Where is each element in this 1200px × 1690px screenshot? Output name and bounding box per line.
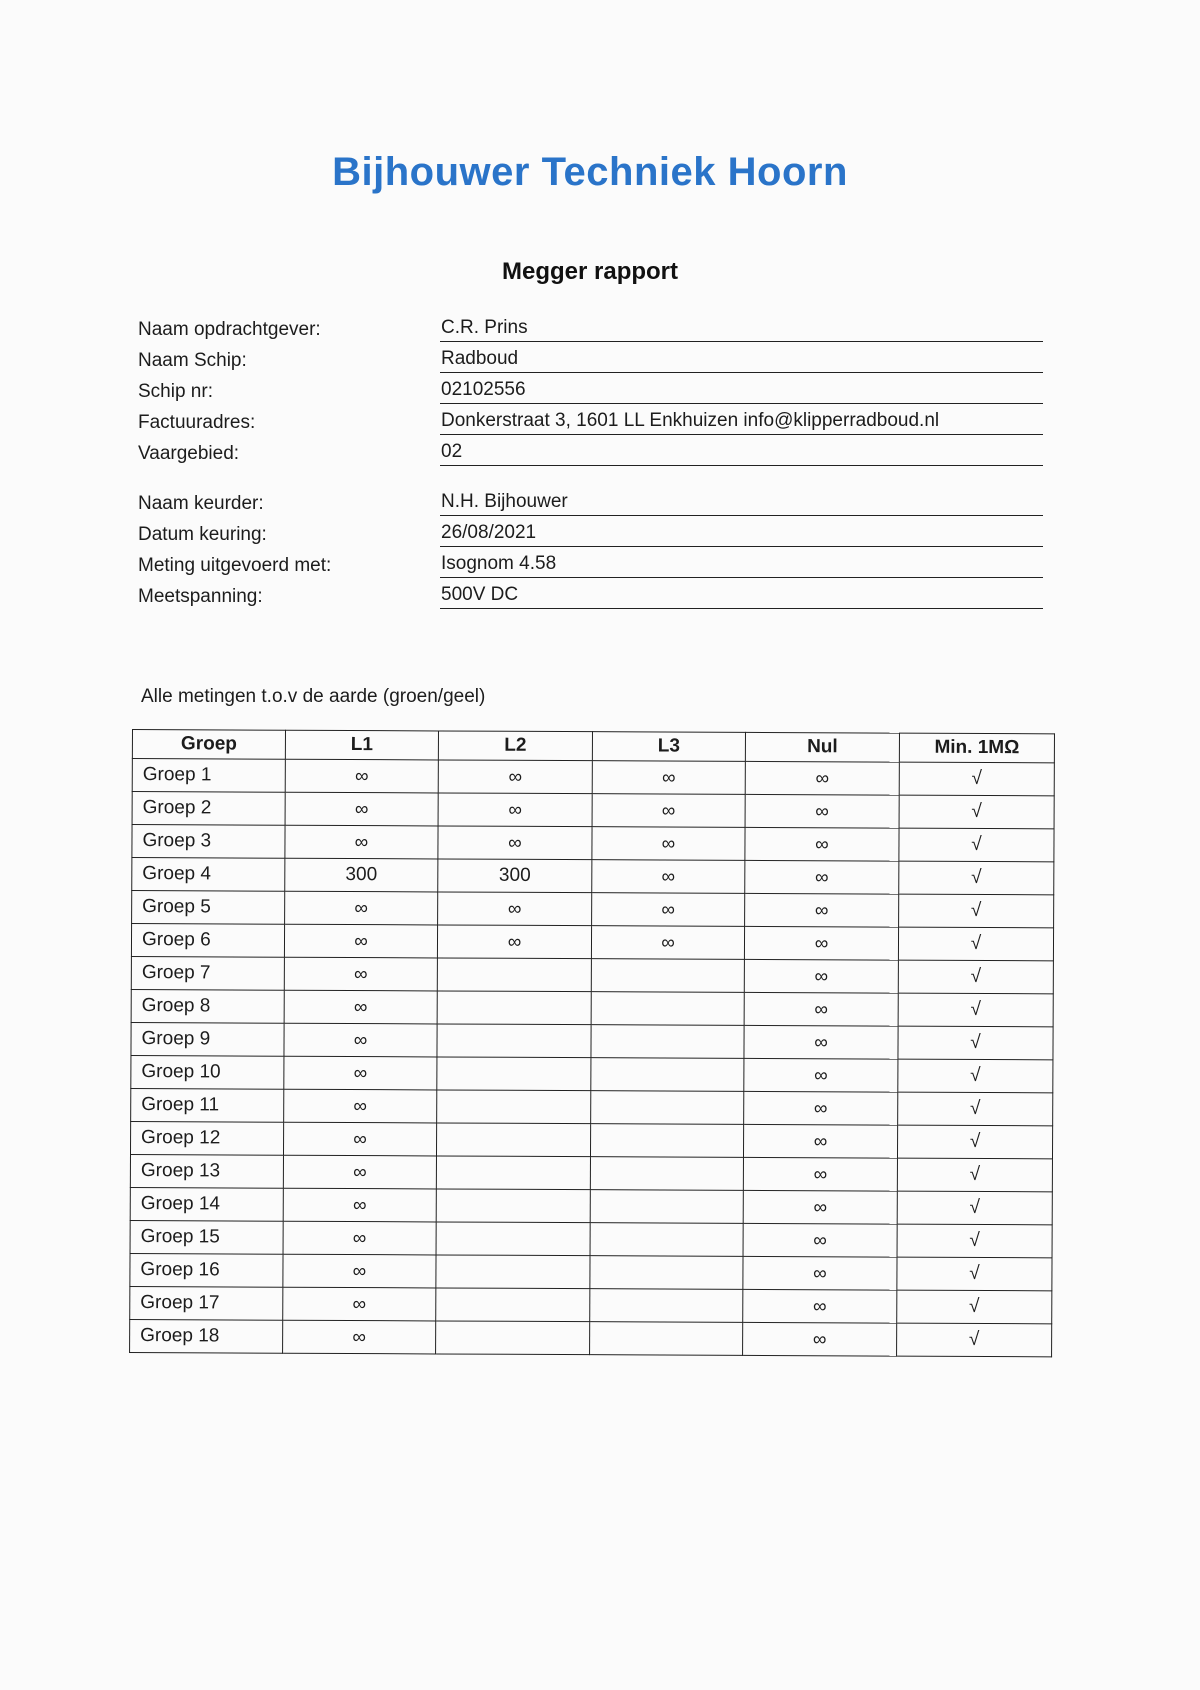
- group-name-cell: Groep 1: [132, 759, 285, 793]
- column-header: L1: [285, 730, 438, 760]
- measurement-table: [129, 729, 1055, 1357]
- measurement-cell: ∞: [284, 1023, 437, 1057]
- measurement-cell: ∞: [743, 1322, 897, 1356]
- measurement-cell: ∞: [745, 794, 899, 828]
- table-row: [130, 1154, 1052, 1191]
- measurement-cell: √: [899, 861, 1054, 895]
- measurement-cell: ∞: [283, 1320, 436, 1354]
- group-name-cell: Groep 16: [130, 1253, 283, 1287]
- measurement-cell: ∞: [591, 926, 744, 960]
- info-label: Schip nr:: [138, 381, 213, 402]
- client-info-block: [138, 315, 1043, 470]
- measurement-cell: √: [899, 828, 1054, 862]
- measurement-cell: [437, 1057, 591, 1091]
- measurement-cell: [590, 1289, 743, 1323]
- info-row: [138, 346, 1043, 377]
- measurement-cell: [437, 991, 591, 1025]
- column-header: Nul: [745, 732, 899, 762]
- measurement-cell: ∞: [437, 925, 591, 959]
- measurement-cell: ∞: [285, 891, 438, 925]
- measurement-cell: ∞: [283, 1254, 436, 1288]
- measurement-cell: ∞: [438, 793, 592, 827]
- table-body: [130, 759, 1055, 1357]
- measurement-cell: [591, 992, 744, 1026]
- info-label: Meetspanning:: [138, 586, 263, 607]
- measurement-cell: 300: [438, 859, 592, 893]
- group-name-cell: Groep 18: [130, 1319, 283, 1353]
- info-value: 500V DC: [440, 584, 1043, 609]
- measurement-cell: √: [898, 960, 1053, 994]
- group-name-cell: Groep 7: [131, 956, 284, 990]
- group-name-cell: Groep 5: [132, 891, 285, 925]
- measurement-cell: ∞: [592, 827, 745, 861]
- measurement-cell: ∞: [592, 860, 745, 894]
- measurement-cell: [437, 1024, 591, 1058]
- column-header: Groep: [132, 730, 285, 760]
- measurement-cell: [590, 1124, 743, 1158]
- table-row: [130, 1319, 1052, 1356]
- group-name-cell: Groep 6: [131, 924, 284, 958]
- measurement-cell: √: [898, 1026, 1053, 1060]
- measurement-cell: ∞: [592, 761, 745, 795]
- measurement-cell: [437, 958, 591, 992]
- info-row: [138, 408, 1043, 439]
- measurement-cell: ∞: [743, 1256, 897, 1290]
- group-name-cell: Groep 12: [130, 1121, 283, 1155]
- table-row: [131, 1055, 1053, 1092]
- measurement-cell: ∞: [745, 860, 899, 894]
- measurement-cell: ∞: [438, 760, 592, 794]
- table-row: [130, 1286, 1052, 1323]
- measurement-cell: ∞: [743, 1157, 897, 1191]
- measurement-cell: ∞: [743, 1223, 897, 1257]
- company-name: Bijhouwer Techniek Hoorn: [332, 150, 848, 194]
- measurement-cell: √: [898, 993, 1053, 1027]
- measurement-cell: ∞: [744, 992, 898, 1026]
- measurement-cell: [591, 1091, 744, 1125]
- measurement-cell: [590, 1322, 743, 1356]
- measurement-cell: √: [898, 1059, 1053, 1093]
- report-title: Megger rapport: [501, 258, 678, 285]
- measurement-cell: ∞: [284, 957, 437, 991]
- info-row: [138, 551, 1043, 582]
- measurement-cell: [436, 1255, 590, 1289]
- group-name-cell: Groep 15: [130, 1220, 283, 1254]
- measurement-cell: √: [899, 762, 1054, 796]
- info-row: [138, 377, 1043, 408]
- inspection-info-block: [138, 489, 1043, 613]
- measurement-cell: [590, 1223, 743, 1257]
- info-row: [138, 582, 1043, 613]
- info-row: [138, 439, 1043, 470]
- measurement-cell: √: [897, 1323, 1052, 1357]
- measurement-cell: ∞: [283, 1221, 436, 1255]
- measurement-cell: √: [897, 1257, 1052, 1291]
- measurement-cell: ∞: [284, 924, 437, 958]
- info-row: [138, 315, 1043, 346]
- measurement-cell: √: [898, 927, 1053, 961]
- measurement-cell: ∞: [592, 794, 745, 828]
- measurement-cell: √: [897, 1158, 1052, 1192]
- table-row: [130, 1253, 1052, 1290]
- measurement-cell: [436, 1156, 590, 1190]
- measurement-cell: 300: [285, 858, 438, 892]
- info-label: Vaargebied:: [138, 443, 240, 464]
- measurement-cell: ∞: [438, 826, 592, 860]
- measurement-cell: √: [897, 1125, 1052, 1159]
- measurement-cell: [591, 1025, 744, 1059]
- group-name-cell: Groep 3: [132, 825, 285, 859]
- table-row: [132, 792, 1054, 829]
- table-row: [132, 759, 1054, 796]
- column-header: L3: [592, 732, 745, 762]
- group-name-cell: Groep 11: [131, 1088, 284, 1122]
- table-header-row: [132, 730, 1054, 763]
- measurement-cell: [436, 1189, 590, 1223]
- measurement-cell: ∞: [744, 959, 898, 993]
- measurement-cell: ∞: [438, 892, 592, 926]
- measurement-cell: ∞: [284, 1056, 437, 1090]
- measurement-cell: ∞: [743, 1124, 897, 1158]
- info-label: Naam Schip:: [138, 350, 247, 371]
- table-row: [131, 956, 1053, 993]
- group-name-cell: Groep 13: [130, 1154, 283, 1188]
- info-value: Donkerstraat 3, 1601 LL Enkhuizen info@klipperradboud.nl: [440, 410, 1043, 435]
- info-value: C.R. Prins: [440, 317, 1043, 342]
- table-row: [131, 1022, 1053, 1059]
- info-value: N.H. Bijhouwer: [440, 491, 1043, 516]
- table-row: [130, 1187, 1052, 1224]
- measurement-cell: ∞: [743, 1190, 897, 1224]
- measurement-cell: [591, 1058, 744, 1092]
- group-name-cell: Groep 9: [131, 1022, 284, 1056]
- measurement-cell: ∞: [285, 792, 438, 826]
- measurement-cell: ∞: [744, 1025, 898, 1059]
- group-name-cell: Groep 14: [130, 1187, 283, 1221]
- measurement-cell: √: [899, 795, 1054, 829]
- table-row: [131, 1088, 1053, 1125]
- measurement-cell: ∞: [744, 1091, 898, 1125]
- measurement-cell: ∞: [283, 1287, 436, 1321]
- info-value: 02: [440, 441, 1043, 466]
- info-row: [138, 489, 1043, 520]
- measurement-cell: ∞: [285, 825, 438, 859]
- measurement-cell: [591, 959, 744, 993]
- measurement-cell: ∞: [744, 1058, 898, 1092]
- info-label: Naam keurder:: [138, 493, 264, 514]
- measurement-cell: √: [898, 1092, 1053, 1126]
- info-value: 02102556: [440, 379, 1043, 404]
- measurement-cell: [436, 1222, 590, 1256]
- info-label: Datum keuring:: [138, 524, 267, 545]
- measurement-cell: ∞: [284, 1089, 437, 1123]
- column-header: L2: [438, 731, 592, 761]
- info-value: Radboud: [440, 348, 1043, 373]
- measurement-cell: ∞: [283, 1188, 436, 1222]
- info-value: Isognom 4.58: [440, 553, 1043, 578]
- measurement-cell: ∞: [744, 926, 898, 960]
- table-row: [132, 858, 1054, 895]
- info-row: [138, 520, 1043, 551]
- measurement-cell: √: [897, 1224, 1052, 1258]
- measurement-cell: [436, 1321, 590, 1355]
- measurement-cell: ∞: [745, 761, 899, 795]
- table-row: [130, 1121, 1052, 1158]
- measurement-cell: [590, 1157, 743, 1191]
- group-name-cell: Groep 10: [131, 1055, 284, 1089]
- measurement-cell: [590, 1190, 743, 1224]
- column-header: Min. 1MΩ: [899, 733, 1054, 763]
- table-row: [131, 924, 1053, 961]
- measurement-cell: ∞: [283, 1122, 436, 1156]
- info-label: Meting uitgevoerd met:: [138, 555, 332, 576]
- measurement-cell: √: [897, 1191, 1052, 1225]
- group-name-cell: Groep 2: [132, 792, 285, 826]
- measurement-cell: [436, 1123, 590, 1157]
- measurement-cell: ∞: [284, 990, 437, 1024]
- measurement-cell: ∞: [592, 893, 745, 927]
- measurement-cell: ∞: [745, 893, 899, 927]
- info-label: Factuuradres:: [138, 412, 256, 433]
- table-row: [131, 989, 1053, 1026]
- group-name-cell: Groep 8: [131, 989, 284, 1023]
- table-row: [132, 825, 1054, 862]
- table-row: [130, 1220, 1052, 1257]
- info-value: 26/08/2021: [440, 522, 1043, 547]
- measurement-cell: √: [899, 894, 1054, 928]
- measurement-cell: ∞: [745, 827, 899, 861]
- measurement-cell: ∞: [283, 1155, 436, 1189]
- info-label: Naam opdrachtgever:: [138, 319, 321, 340]
- group-name-cell: Groep 4: [132, 858, 285, 892]
- measurement-cell: ∞: [743, 1289, 897, 1323]
- measurement-cell: [436, 1288, 590, 1322]
- table-row: [132, 891, 1054, 928]
- measurement-cell: [590, 1256, 743, 1290]
- measurement-cell: √: [897, 1290, 1052, 1324]
- measurement-note: Alle metingen t.o.v de aarde (groen/geel): [141, 686, 486, 707]
- group-name-cell: Groep 17: [130, 1286, 283, 1320]
- measurement-cell: ∞: [285, 759, 438, 793]
- measurement-cell: [437, 1090, 591, 1124]
